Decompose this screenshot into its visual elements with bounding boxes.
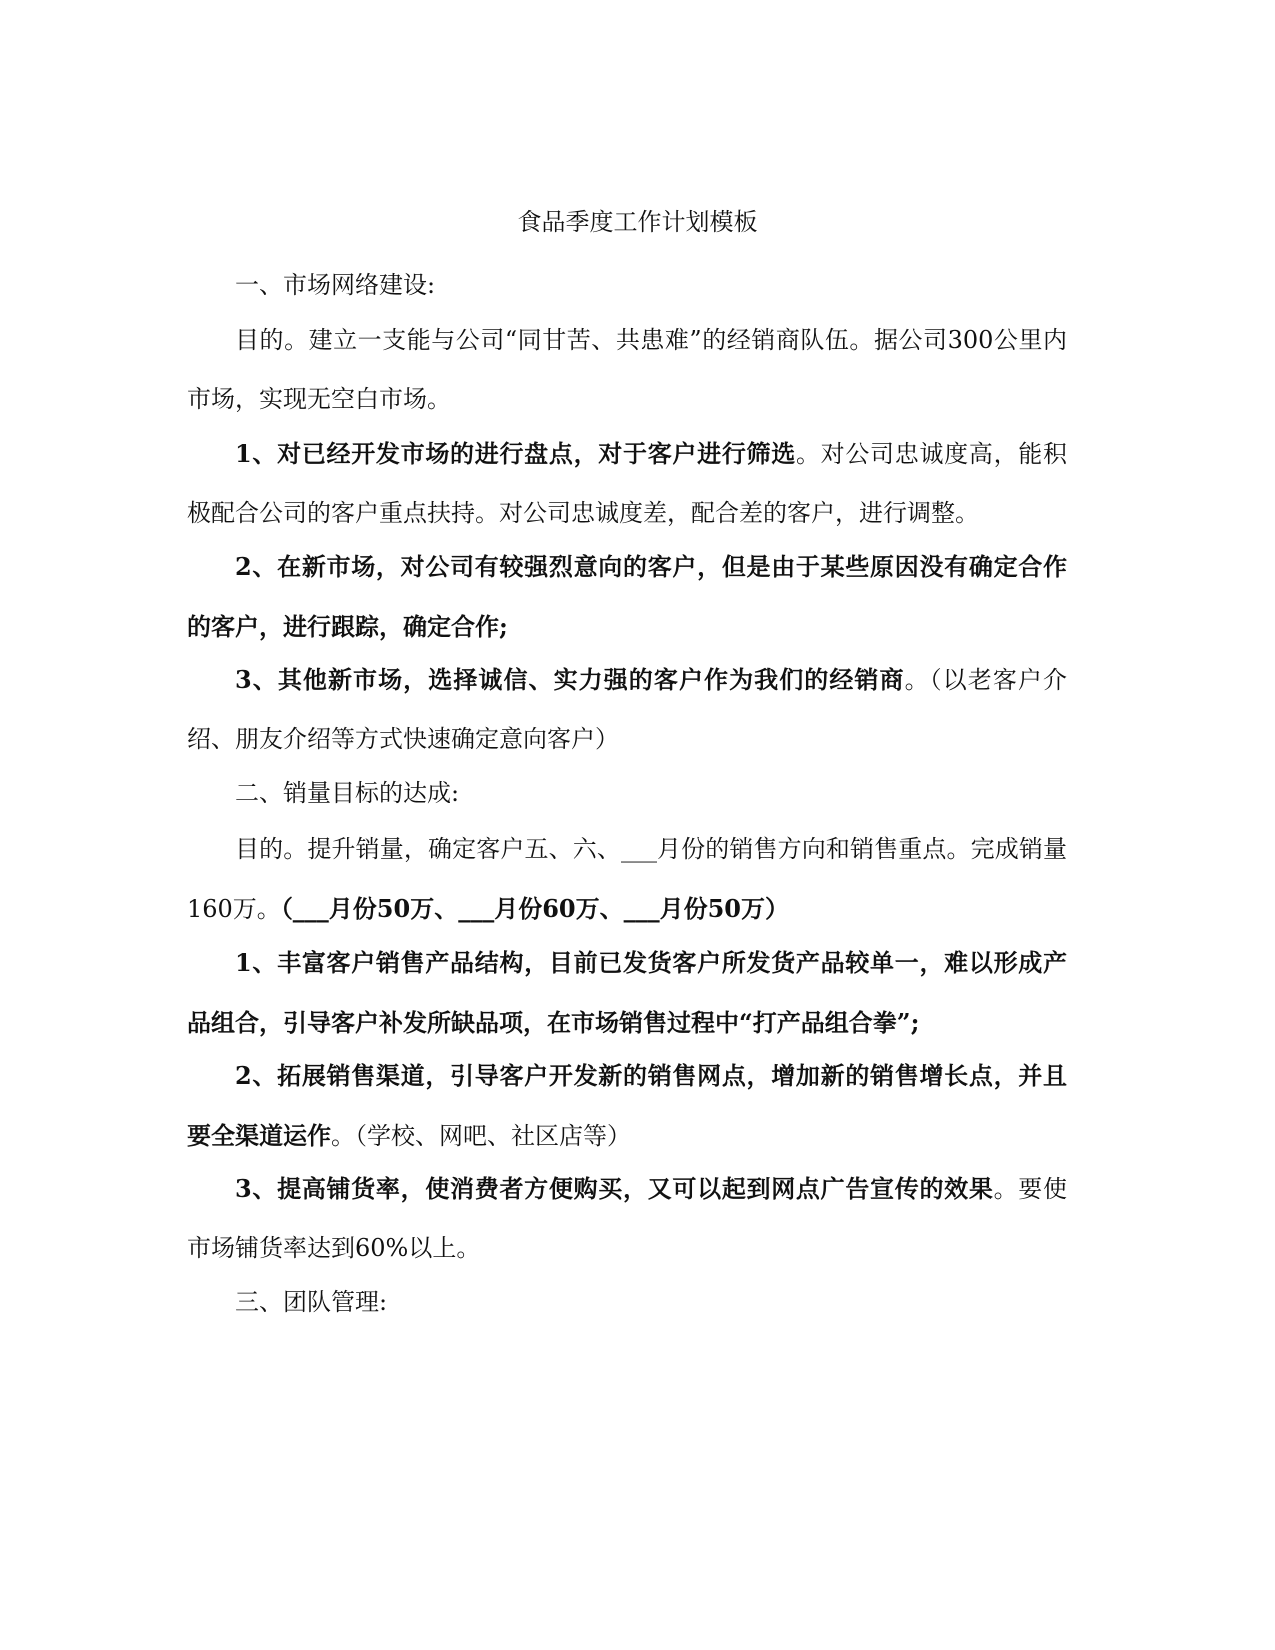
section1-item3-rest: 。（以老客户介绍、朋友介绍等方式快速确定意向客户） xyxy=(187,666,1067,753)
section2-item3-rest: 。要使市场铺货率达到60%以上。 xyxy=(187,1175,1068,1262)
section2-item3-bold: 3、提高铺货率，使消费者方便购买，又可以起到网点广告宣传的效果 xyxy=(235,1174,994,1203)
section2-item2-bold: 2、拓展销售渠道，引导客户开发新的销售网点，增加新的销售增长点，并且要全渠道运作 xyxy=(187,1061,1067,1150)
section3-heading: 三、团队管理: xyxy=(235,1288,388,1316)
section2-item1 xyxy=(187,933,1067,1053)
section1-item2-bold: 2、在新市场，对公司有较强烈意向的客户，但是由于某些原因没有确定合作的客户，进行跟踪，确定合作; xyxy=(187,552,1067,641)
section2-purpose-bold: （___月份50万、___月份60万、___月份50万） xyxy=(280,894,790,923)
section2-heading: 二、销量目标的达成: xyxy=(235,779,460,807)
section1-item3 xyxy=(187,650,1067,769)
section1-item1-bold: 1、对已经开发市场的进行盘点，对于客户进行筛选 xyxy=(235,439,796,468)
section1-item1 xyxy=(187,424,1067,543)
section2-item1-bold: 1、丰富客户销售产品结构，目前已发货客户所发货产品较单一，难以形成产品组合，引导客户补发所缺品项，在市场销售过程中“打产品组合拳”; xyxy=(187,948,1067,1037)
document-title: 食品季度工作计划模板 xyxy=(517,208,758,236)
section2-purpose-plain: 目的。提升销量，确定客户五、六、___月份的销售方向和销售重点。完成销量160万。 xyxy=(187,835,1067,923)
section2-item2 xyxy=(187,1046,1067,1166)
section1-item3-bold: 3、其他新市场，选择诚信、实力强的客户作为我们的经销商 xyxy=(235,665,905,694)
section1-purpose: 目的。建立一支能与公司“同甘苦、共患难”的经销商队伍。据公司300公里内市场，实现无空白市场。 xyxy=(187,326,1067,413)
section1-item1-rest: 。对公司忠诚度高，能积极配合公司的客户重点扶持。对公司忠诚度差，配合差的客户，进行调整。 xyxy=(187,440,1067,527)
section2-item3 xyxy=(187,1159,1067,1278)
section2-purpose xyxy=(187,820,1067,939)
section2-item2-rest: 。（学校、网吧、社区店等） xyxy=(331,1122,631,1150)
section1-item2 xyxy=(187,537,1067,657)
section1-heading: 一、市场网络建设: xyxy=(235,271,436,299)
